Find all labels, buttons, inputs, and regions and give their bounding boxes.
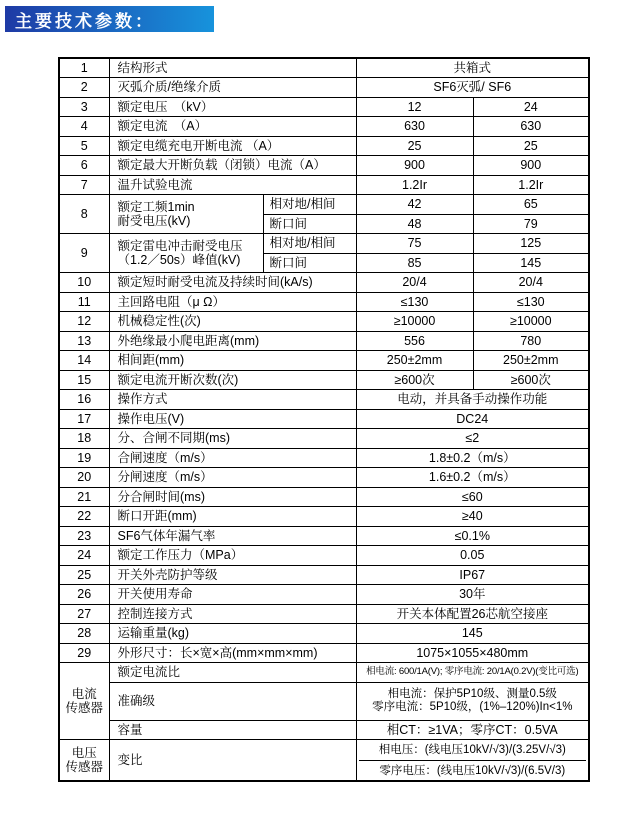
- row-number-cell: 28: [59, 624, 109, 644]
- param-sub-cell: 相对地/相间: [263, 234, 356, 254]
- value-cell: 电动，并具备手动操作功能: [356, 390, 589, 410]
- row-number-cell: 9: [59, 234, 109, 273]
- param-label-cell: 开关使用寿命: [109, 585, 356, 605]
- table-row: [59, 292, 589, 312]
- table-row: [59, 507, 589, 527]
- row-number-cell: 24: [59, 546, 109, 566]
- param-label-cell: 额定工频1min 耐受电压(kV): [109, 195, 263, 234]
- value-cell: ≤2: [356, 429, 589, 449]
- param-label-cell: 额定最大开断负载（闭锁）电流（A）: [109, 156, 356, 176]
- sensor-group-cell: 电流 传感器: [59, 663, 109, 740]
- row-number-cell: 10: [59, 273, 109, 293]
- value-cell: 42: [356, 195, 473, 215]
- table-row: [59, 409, 589, 429]
- page-title-banner: [5, 6, 214, 32]
- value-cell: [356, 740, 589, 782]
- row-number-cell: 2: [59, 78, 109, 98]
- value-cell: 250±2mm: [473, 351, 589, 371]
- table-row: [59, 740, 589, 782]
- sensor-group-cell: 电压 传感器: [59, 740, 109, 782]
- value-cell: 相CT：≥1VA；零序CT：0.5VA: [356, 720, 589, 740]
- value-cell: ≥10000: [356, 312, 473, 332]
- row-number-cell: 5: [59, 136, 109, 156]
- table-row: [59, 390, 589, 410]
- param-label-cell: 分合闸时间(ms): [109, 487, 356, 507]
- value-cell: 0.05: [356, 546, 589, 566]
- param-label-cell: 额定工作压力（MPa）: [109, 546, 356, 566]
- param-label-cell: 灭弧介质/绝缘介质: [109, 78, 356, 98]
- table-row: [59, 720, 589, 740]
- row-number-cell: 1: [59, 58, 109, 78]
- table-row: [59, 175, 589, 195]
- value-cell: ≤60: [356, 487, 589, 507]
- table-row: [59, 663, 589, 683]
- row-number-cell: 13: [59, 331, 109, 351]
- value-cell: 相电流：保护5P10级、测量0.5级 零序电流：5P10级，(1%–120%)In<1%: [356, 682, 589, 720]
- table-row: [59, 312, 589, 332]
- value-cell: 25: [356, 136, 473, 156]
- param-label-cell: 温升试验电流: [109, 175, 356, 195]
- value-cell: 780: [473, 331, 589, 351]
- param-label-cell: 控制连接方式: [109, 604, 356, 624]
- row-number-cell: 8: [59, 195, 109, 234]
- value-cell: 125: [473, 234, 589, 254]
- param-label-cell: 外形尺寸：长×宽×高(mm×mm×mm): [109, 643, 356, 663]
- param-label-cell: 额定电流开断次数(次): [109, 370, 356, 390]
- row-number-cell: 11: [59, 292, 109, 312]
- value-cell: 85: [356, 253, 473, 273]
- param-label-cell: 主回路电阻（μ Ω）: [109, 292, 356, 312]
- table-row: [59, 546, 589, 566]
- param-label-cell: SF6气体年漏气率: [109, 526, 356, 546]
- param-label-cell: 变比: [109, 740, 356, 782]
- param-label-cell: 额定电流比: [109, 663, 356, 683]
- param-label-cell: 运输重量(kg): [109, 624, 356, 644]
- value-cell: 556: [356, 331, 473, 351]
- table-row: [59, 78, 589, 98]
- row-number-cell: 18: [59, 429, 109, 449]
- value-cell: IP67: [356, 565, 589, 585]
- value-cell: 145: [356, 624, 589, 644]
- value-cell: ≥600次: [356, 370, 473, 390]
- value-cell: 20/4: [473, 273, 589, 293]
- value-cell: ≤130: [473, 292, 589, 312]
- value-cell: 900: [356, 156, 473, 176]
- value-cell: 25: [473, 136, 589, 156]
- value-line: 零序电压：(线电压10kV/√3)/(6.5V/3): [359, 760, 587, 780]
- value-cell: 145: [473, 253, 589, 273]
- param-label-cell: 外绝缘最小爬电距离(mm): [109, 331, 356, 351]
- table-row: [59, 604, 589, 624]
- table-row: [59, 526, 589, 546]
- table-row: [59, 136, 589, 156]
- value-line: 相电压：(线电压10kV/√3)/(3.25V/√3): [378, 744, 566, 756]
- param-sub-cell: 断口间: [263, 253, 356, 273]
- row-number-cell: 23: [59, 526, 109, 546]
- value-cell: 630: [473, 117, 589, 137]
- value-cell: 20/4: [356, 273, 473, 293]
- value-cell: DC24: [356, 409, 589, 429]
- row-number-cell: 27: [59, 604, 109, 624]
- row-number-cell: 14: [59, 351, 109, 371]
- value-cell: 共箱式: [356, 58, 589, 78]
- value-cell: 630: [356, 117, 473, 137]
- table-row: [59, 468, 589, 488]
- table-row: [59, 273, 589, 293]
- table-row: [59, 370, 589, 390]
- row-number-cell: 21: [59, 487, 109, 507]
- value-cell: 1.6±0.2（m/s）: [356, 468, 589, 488]
- row-number-cell: 22: [59, 507, 109, 527]
- value-cell: 75: [356, 234, 473, 254]
- row-number-cell: 3: [59, 97, 109, 117]
- value-cell: 开关本体配置26芯航空接座: [356, 604, 589, 624]
- table-row: [59, 234, 589, 254]
- param-label-cell: 合闸速度（m/s）: [109, 448, 356, 468]
- table-row: [59, 429, 589, 449]
- value-cell: ≥40: [356, 507, 589, 527]
- value-cell: 1.2Ir: [356, 175, 473, 195]
- value-cell: SF6灭弧/ SF6: [356, 78, 589, 98]
- row-number-cell: 17: [59, 409, 109, 429]
- table-row: [59, 117, 589, 137]
- value-cell: 30年: [356, 585, 589, 605]
- param-sub-cell: 断口间: [263, 214, 356, 234]
- table-row: [59, 585, 589, 605]
- param-label-cell: 准确级: [109, 682, 356, 720]
- param-label-cell: 开关外壳防护等级: [109, 565, 356, 585]
- row-number-cell: 7: [59, 175, 109, 195]
- value-cell: 12: [356, 97, 473, 117]
- row-number-cell: 16: [59, 390, 109, 410]
- row-number-cell: 12: [59, 312, 109, 332]
- param-label-cell: 额定雷电冲击耐受电压 （1.2／50s）峰值(kV): [109, 234, 263, 273]
- spec-table: [58, 57, 590, 782]
- param-label-cell: 分、合闸不同期(ms): [109, 429, 356, 449]
- row-number-cell: 6: [59, 156, 109, 176]
- value-cell: 48: [356, 214, 473, 234]
- value-cell: 900: [473, 156, 589, 176]
- param-label-cell: 额定电流 （A）: [109, 117, 356, 137]
- param-label-cell: 额定电缆充电开断电流 （A）: [109, 136, 356, 156]
- value-cell: ≤0.1%: [356, 526, 589, 546]
- param-sub-cell: 相对地/相间: [263, 195, 356, 215]
- table-row: [59, 58, 589, 78]
- table-row: [59, 448, 589, 468]
- param-label-cell: 操作方式: [109, 390, 356, 410]
- table-row: [59, 682, 589, 720]
- table-row: [59, 331, 589, 351]
- table-row: [59, 97, 589, 117]
- value-cell: 1075×1055×480mm: [356, 643, 589, 663]
- table-row: [59, 156, 589, 176]
- param-label-cell: 操作电压(V): [109, 409, 356, 429]
- value-cell: 1.8±0.2（m/s）: [356, 448, 589, 468]
- value-cell: 65: [473, 195, 589, 215]
- param-label-cell: 断口开距(mm): [109, 507, 356, 527]
- row-number-cell: 20: [59, 468, 109, 488]
- table-row: [59, 624, 589, 644]
- value-cell: ≥600次: [473, 370, 589, 390]
- param-label-cell: 结构形式: [109, 58, 356, 78]
- param-label-cell: 额定电压 （kV）: [109, 97, 356, 117]
- row-number-cell: 29: [59, 643, 109, 663]
- table-row: [59, 351, 589, 371]
- page-title: 主要技术参数：: [15, 11, 155, 31]
- row-number-cell: 25: [59, 565, 109, 585]
- value-cell: 1.2Ir: [473, 175, 589, 195]
- value-cell: 相电流: 600/1A(V); 零序电流: 20/1A(0.2V)(变比可选): [356, 663, 589, 683]
- param-label-cell: 分闸速度（m/s）: [109, 468, 356, 488]
- param-label-cell: 额定短时耐受电流及持续时间(kA/s): [109, 273, 356, 293]
- table-row: [59, 565, 589, 585]
- table-row: [59, 487, 589, 507]
- param-label-cell: 容量: [109, 720, 356, 740]
- table-row: [59, 643, 589, 663]
- row-number-cell: 19: [59, 448, 109, 468]
- row-number-cell: 15: [59, 370, 109, 390]
- row-number-cell: 4: [59, 117, 109, 137]
- value-cell: ≥10000: [473, 312, 589, 332]
- value-cell: 250±2mm: [356, 351, 473, 371]
- value-cell: 79: [473, 214, 589, 234]
- value-cell: 24: [473, 97, 589, 117]
- value-cell: ≤130: [356, 292, 473, 312]
- param-label-cell: 相间距(mm): [109, 351, 356, 371]
- row-number-cell: 26: [59, 585, 109, 605]
- table-row: [59, 195, 589, 215]
- param-label-cell: 机械稳定性(次): [109, 312, 356, 332]
